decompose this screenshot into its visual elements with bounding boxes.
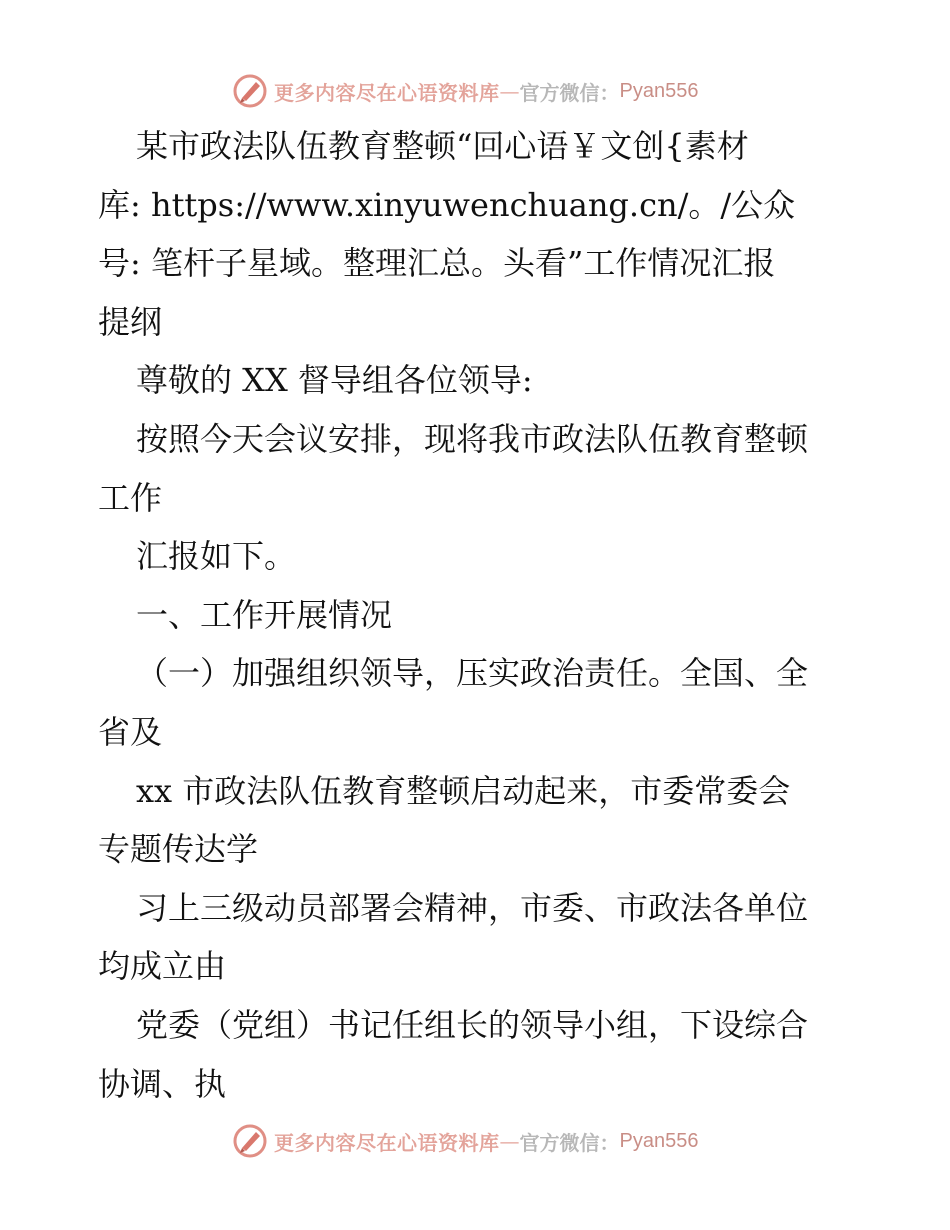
header-watermark [232, 71, 732, 111]
watermark-main-text: 更多内容尽在心语资料库 [274, 80, 500, 105]
doc-title-line-1: 某市政法队伍教育整顿“回心语￥文创{素材 [136, 127, 749, 165]
doc-salutation: 尊敬的 XX 督导组各位领导: [136, 361, 533, 400]
watermark-dash: — [499, 1129, 520, 1153]
watermark-dash: — [499, 79, 520, 103]
doc-title-line-4: 提纲 [98, 302, 163, 341]
doc-title-line-2: 库: https://www.xinyuwenchuang.cn/。/公众 [98, 185, 796, 224]
doc-paragraph-line: 均成立由 [98, 947, 227, 986]
document-body [98, 117, 858, 1113]
doc-section-heading: 一、工作开展情况 [136, 595, 393, 634]
doc-paragraph-line: 工作 [98, 478, 163, 517]
doc-paragraph-line: （一）加强组织领导，压实政治责任。全国、全 [136, 654, 809, 693]
watermark-label: 官方微信： [519, 80, 620, 105]
watermark-wechat-id: Pyan556 [619, 1129, 699, 1152]
doc-paragraph-line: 省及 [98, 712, 163, 751]
watermark-wechat-id: Pyan556 [619, 79, 699, 102]
doc-paragraph-line: 党委（党组）书记任组长的领导小组，下设综合 [136, 1005, 809, 1044]
doc-paragraph-line: 协调、执 [98, 1064, 227, 1103]
doc-paragraph-line: xx 市政法队伍教育整顿启动起来，市委常委会 [136, 771, 791, 810]
footer-watermark [232, 1121, 732, 1161]
doc-paragraph-line: 习上三级动员部署会精神，市委、市政法各单位 [136, 888, 809, 927]
pen-logo-icon [232, 73, 268, 109]
watermark-main-text: 更多内容尽在心语资料库 [274, 1130, 500, 1155]
watermark-label: 官方微信： [519, 1130, 620, 1155]
doc-paragraph-line: 专题传达学 [98, 830, 259, 869]
doc-paragraph-line: 汇报如下。 [136, 537, 297, 576]
doc-title-line-3: 号: 笔杆子星域。整理汇总。头看”工作情况汇报 [98, 244, 776, 283]
pen-logo-icon [232, 1123, 268, 1159]
doc-paragraph-line: 按照今天会议安排，现将我市政法队伍教育整顿 [136, 419, 809, 458]
